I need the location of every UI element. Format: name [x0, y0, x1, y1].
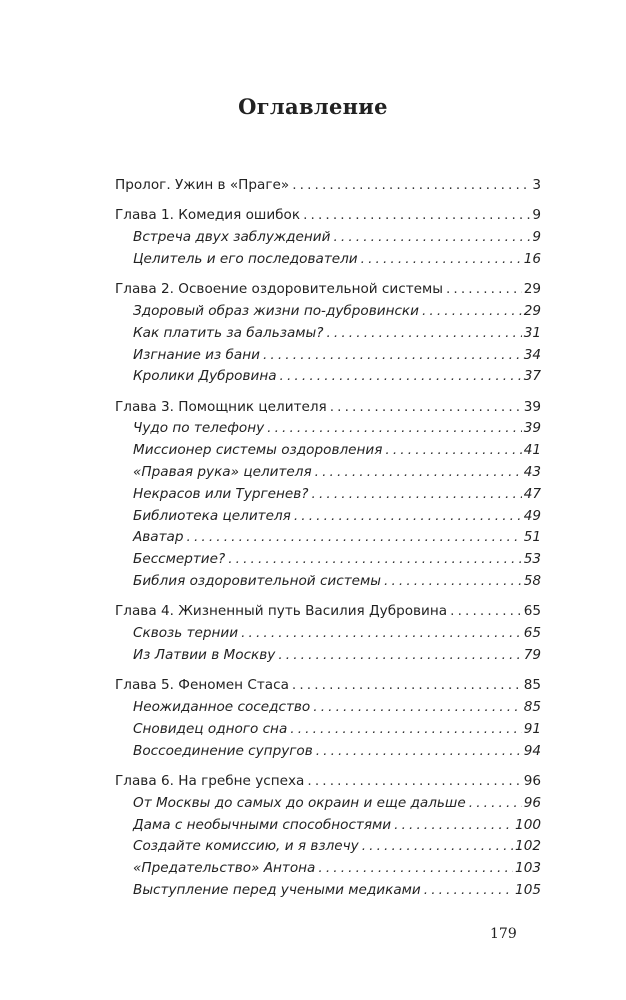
- entry-page-number: 105: [515, 881, 541, 898]
- dot-leader: [292, 175, 530, 197]
- entry-page-number: 53: [523, 551, 541, 568]
- entry-title: Сквозь тернии: [133, 625, 239, 642]
- toc-group: [115, 279, 541, 388]
- entry-title: Выступление перед учеными медиками: [133, 881, 421, 898]
- dot-leader: [313, 697, 521, 719]
- entry-title: Сновидец одного сна: [133, 720, 288, 737]
- toc-section-entry[interactable]: [115, 323, 541, 345]
- table-of-contents: [115, 175, 541, 910]
- toc-section-entry[interactable]: [115, 418, 541, 440]
- entry-title: Здоровый образ жизни по-дубровински: [133, 302, 419, 319]
- dot-leader: [422, 301, 522, 323]
- toc-chapter-entry[interactable]: [115, 771, 541, 793]
- toc-section-entry[interactable]: [115, 227, 541, 249]
- entry-page-number: 58: [523, 573, 541, 590]
- toc-section-entry[interactable]: [115, 571, 541, 593]
- toc-section-entry[interactable]: [115, 858, 541, 880]
- dot-leader: [280, 366, 522, 388]
- toc-section-entry[interactable]: [115, 836, 541, 858]
- entry-page-number: 37: [523, 368, 541, 385]
- entry-title: Глава 1. Комедия ошибок: [115, 207, 301, 224]
- entry-page-number: 96: [523, 794, 541, 811]
- toc-section-entry[interactable]: [115, 793, 541, 815]
- entry-page-number: 65: [523, 603, 541, 620]
- toc-group: [115, 771, 541, 902]
- toc-group: [115, 175, 541, 197]
- entry-page-number: 65: [523, 625, 541, 642]
- toc-section-entry[interactable]: [115, 645, 541, 667]
- entry-page-number: 102: [515, 838, 541, 855]
- entry-title: От Москвы до самых до окраин и еще дальше: [133, 794, 466, 811]
- entry-page-number: 49: [523, 507, 541, 524]
- entry-title: Глава 2. Освоение оздоровительной системы: [115, 281, 443, 298]
- toc-section-entry[interactable]: [115, 366, 541, 388]
- toc-section-entry[interactable]: [115, 462, 541, 484]
- entry-title: Глава 5. Феномен Стаса: [115, 677, 289, 694]
- entry-title: Целитель и его последователи: [133, 250, 358, 267]
- dot-leader: [316, 741, 522, 763]
- dot-leader: [267, 418, 522, 440]
- entry-title: Глава 6. На гребне успеха: [115, 772, 305, 789]
- dot-leader: [361, 249, 522, 271]
- dot-leader: [307, 771, 521, 793]
- entry-page-number: 9: [532, 207, 541, 224]
- entry-page-number: 91: [523, 720, 541, 737]
- dot-leader: [394, 815, 513, 837]
- entry-title: Создайте комиссию, и я взлечу: [133, 838, 359, 855]
- toc-section-entry[interactable]: [115, 719, 541, 741]
- entry-title: Некрасов или Тургенев?: [133, 485, 309, 502]
- entry-page-number: 85: [523, 699, 541, 716]
- entry-title: Из Латвии в Москву: [133, 646, 276, 663]
- dot-leader: [278, 645, 521, 667]
- dot-leader: [303, 205, 530, 227]
- toc-chapter-entry[interactable]: [115, 601, 541, 623]
- entry-page-number: 51: [523, 529, 541, 546]
- entry-title: Как платить за бальзамы?: [133, 324, 324, 341]
- entry-page-number: 103: [515, 860, 541, 877]
- toc-section-entry[interactable]: [115, 527, 541, 549]
- entry-page-number: 29: [523, 302, 541, 319]
- dot-leader: [263, 345, 522, 367]
- dot-leader: [241, 623, 522, 645]
- toc-section-entry[interactable]: [115, 549, 541, 571]
- dot-leader: [312, 484, 522, 506]
- toc-section-entry[interactable]: [115, 440, 541, 462]
- dot-leader: [450, 601, 522, 623]
- dot-leader: [384, 571, 522, 593]
- toc-group: [115, 397, 541, 593]
- dot-leader: [326, 323, 521, 345]
- entry-page-number: 85: [523, 677, 541, 694]
- dot-leader: [318, 858, 513, 880]
- entry-page-number: 3: [532, 177, 541, 193]
- dot-leader: [187, 527, 522, 549]
- toc-section-entry[interactable]: [115, 345, 541, 367]
- entry-page-number: 34: [523, 346, 541, 363]
- entry-page-number: 39: [523, 420, 541, 437]
- toc-chapter-entry[interactable]: [115, 675, 541, 697]
- toc-section-entry[interactable]: [115, 880, 541, 902]
- toc-section-entry[interactable]: [115, 623, 541, 645]
- dot-leader: [385, 440, 521, 462]
- entry-page-number: 43: [523, 464, 541, 481]
- page-number: 179: [490, 926, 517, 942]
- entry-title: Дама с необычными способностями: [133, 816, 392, 833]
- toc-section-entry[interactable]: [115, 697, 541, 719]
- entry-title: Аватар: [133, 529, 184, 546]
- entry-title: Воссоединение супругов: [133, 742, 313, 759]
- entry-title: Библиотека целителя: [133, 507, 291, 524]
- toc-chapter-entry[interactable]: [115, 397, 541, 419]
- entry-page-number: 96: [523, 772, 541, 789]
- entry-page-number: 79: [523, 646, 541, 663]
- entry-page-number: 100: [515, 816, 541, 833]
- dot-leader: [446, 279, 522, 301]
- entry-title: Кролики Дубровина: [133, 368, 277, 385]
- page-title: Оглавление: [238, 94, 388, 119]
- entry-page-number: 16: [523, 250, 541, 267]
- toc-section-entry[interactable]: [115, 484, 541, 506]
- dot-leader: [228, 549, 521, 571]
- entry-page-number: 9: [532, 229, 541, 246]
- entry-title: Неожиданное соседство: [133, 699, 311, 716]
- entry-title: «Предательство» Антона: [133, 860, 316, 877]
- entry-page-number: 39: [523, 398, 541, 415]
- entry-title: Миссионер системы оздоровления: [133, 442, 383, 459]
- entry-page-number: 29: [523, 281, 541, 298]
- dot-leader: [362, 836, 513, 858]
- toc-section-entry[interactable]: [115, 249, 541, 271]
- entry-title: Библия оздоровительной системы: [133, 573, 382, 590]
- toc-section-entry[interactable]: [115, 301, 541, 323]
- dot-leader: [292, 675, 522, 697]
- entry-page-number: 94: [523, 742, 541, 759]
- toc-section-entry[interactable]: [115, 815, 541, 837]
- dot-leader: [315, 462, 522, 484]
- toc-section-entry[interactable]: [115, 741, 541, 763]
- dot-leader: [330, 397, 522, 419]
- entry-page-number: 31: [523, 324, 541, 341]
- entry-page-number: 47: [523, 485, 541, 502]
- dot-leader: [424, 880, 513, 902]
- entry-title: Пролог. Ужин в «Праге»: [115, 177, 290, 193]
- toc-chapter-entry[interactable]: [115, 175, 541, 197]
- entry-page-number: 41: [523, 442, 541, 459]
- toc-group: [115, 675, 541, 762]
- entry-title: Глава 3. Помощник целителя: [115, 398, 327, 415]
- dot-leader: [333, 227, 530, 249]
- toc-group: [115, 205, 541, 270]
- toc-section-entry[interactable]: [115, 506, 541, 528]
- entry-title: Встреча двух заблуждений: [133, 229, 331, 246]
- entry-title: Изгнание из бани: [133, 346, 260, 363]
- toc-group: [115, 601, 541, 666]
- toc-chapter-entry[interactable]: [115, 205, 541, 227]
- dot-leader: [290, 719, 521, 741]
- entry-title: Чудо по телефону: [133, 420, 265, 437]
- entry-title: Глава 4. Жизненный путь Василия Дубровина: [115, 603, 448, 620]
- entry-title: «Правая рука» целителя: [133, 464, 312, 481]
- entry-title: Бессмертие?: [133, 551, 226, 568]
- dot-leader: [469, 793, 522, 815]
- toc-chapter-entry[interactable]: [115, 279, 541, 301]
- dot-leader: [294, 506, 522, 528]
